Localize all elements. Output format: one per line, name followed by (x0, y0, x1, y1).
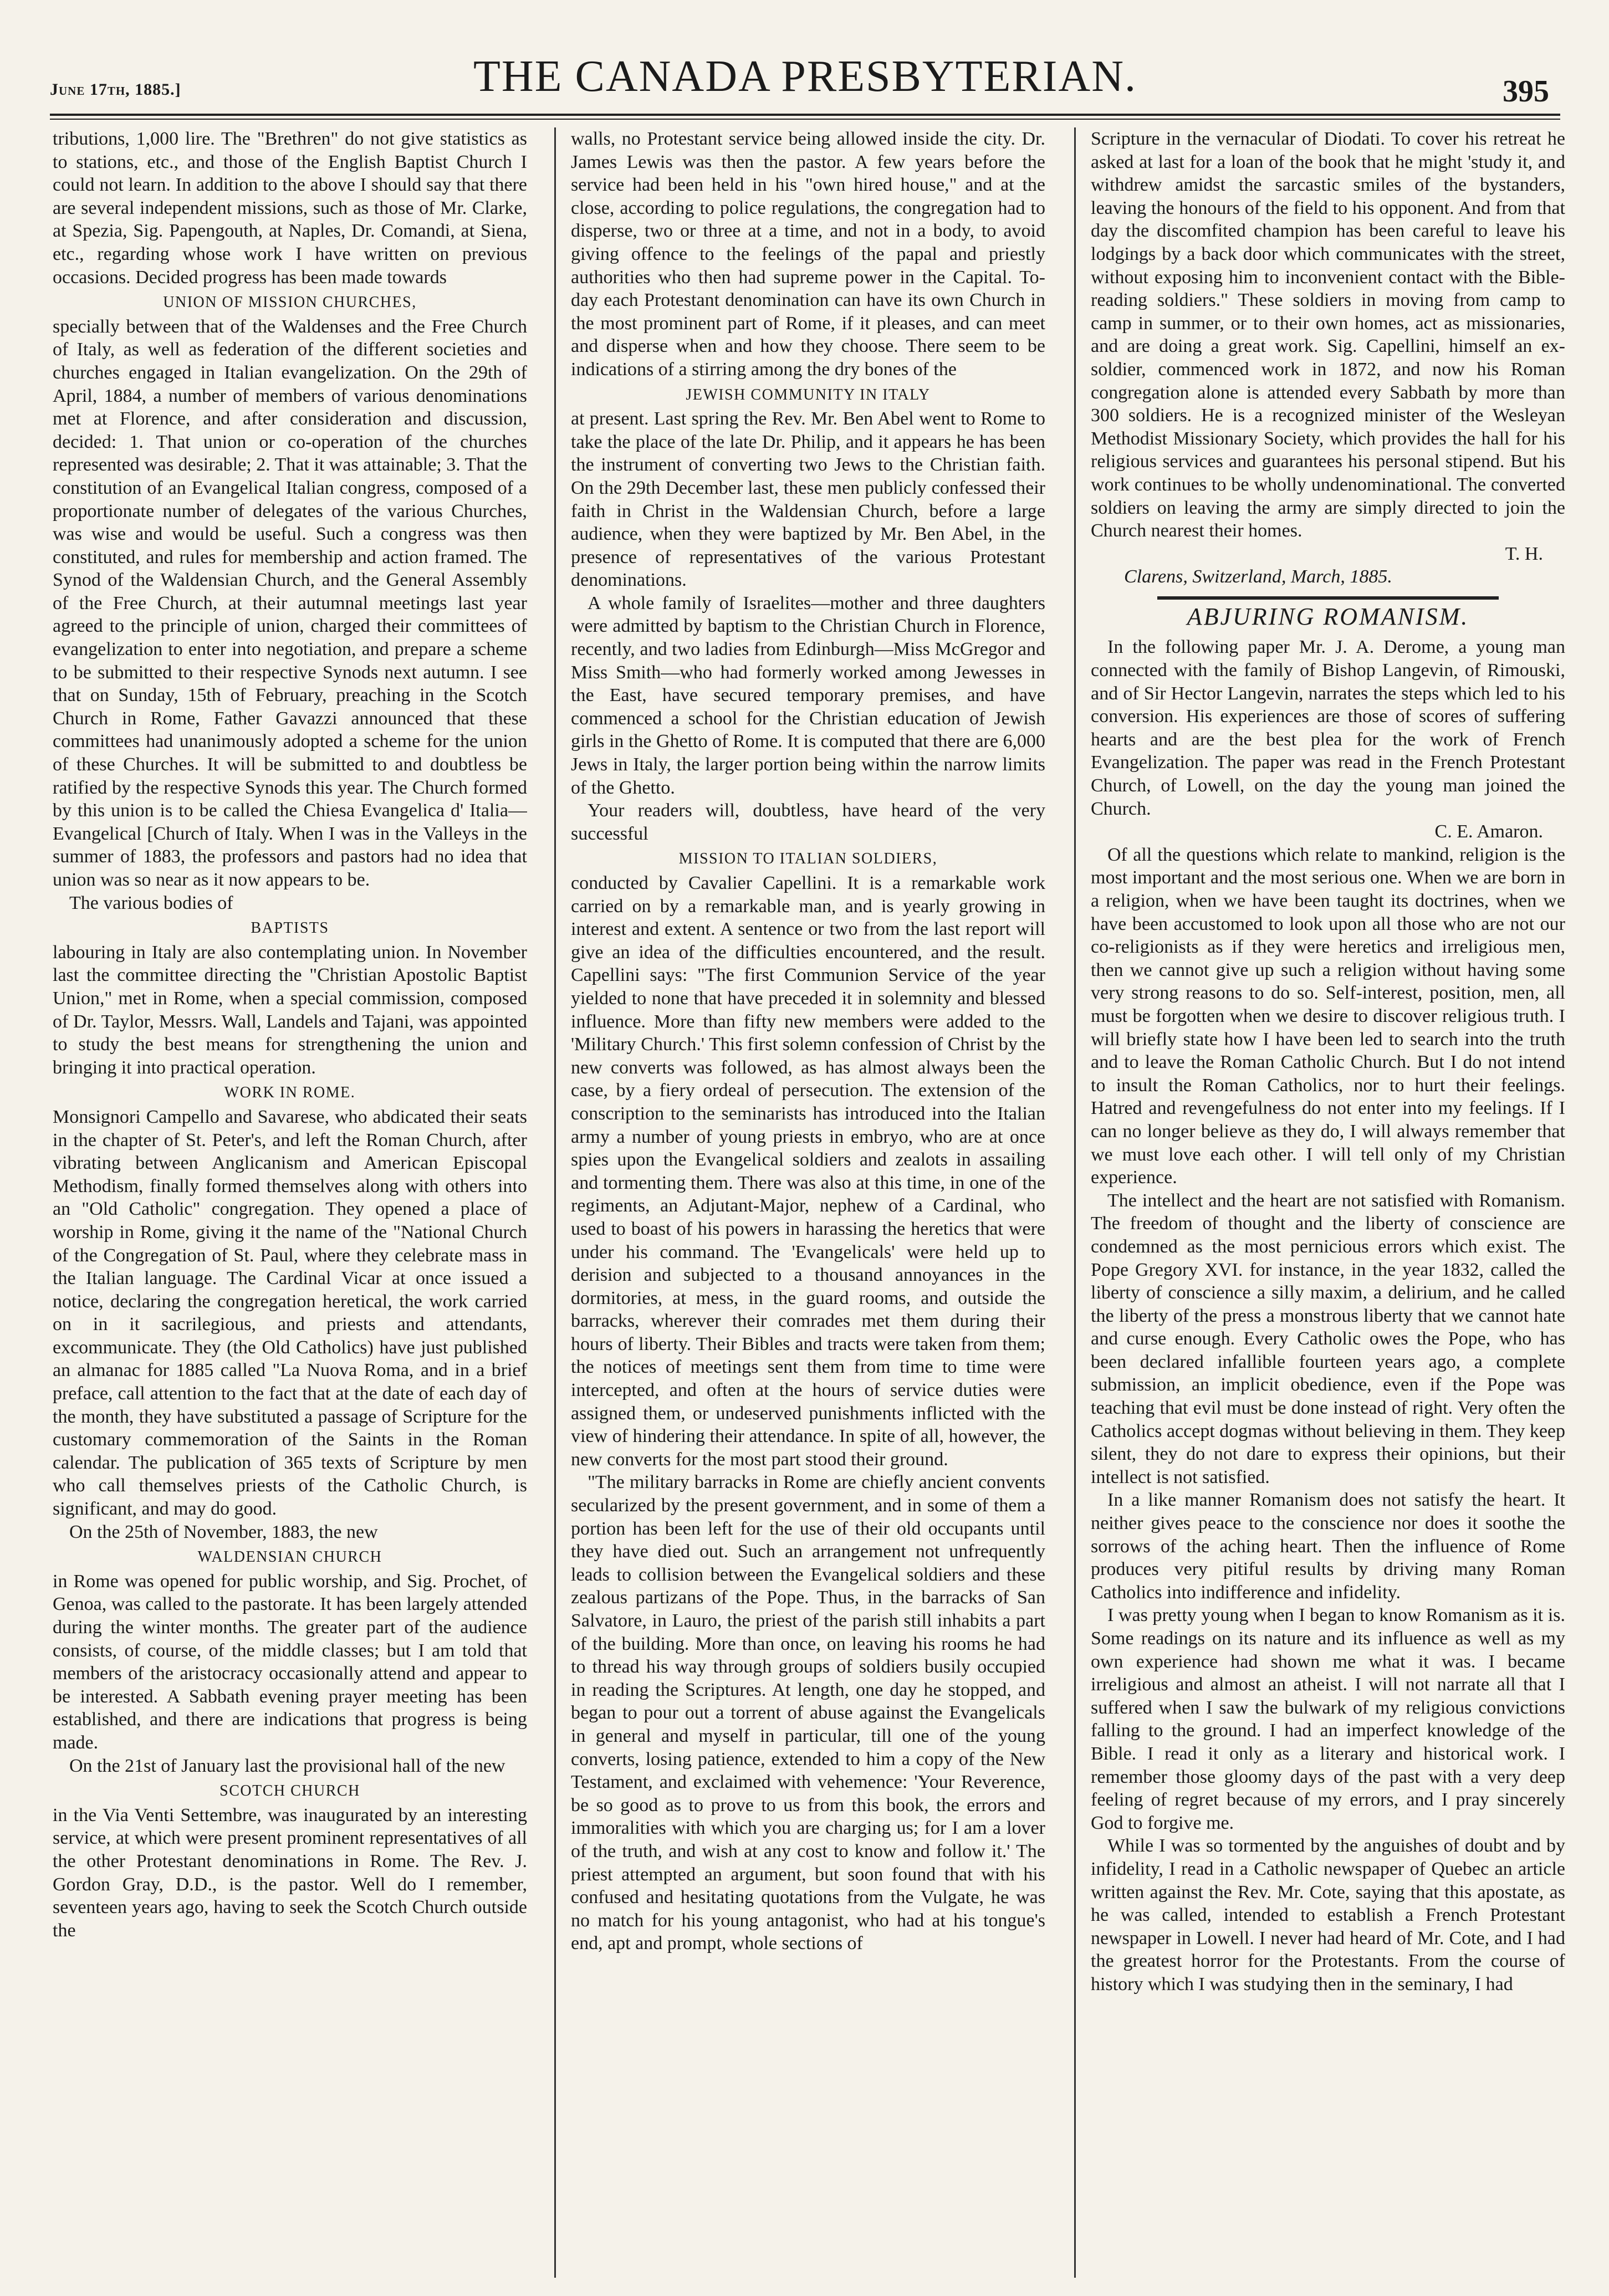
signature: C. E. Amaron. (1434, 821, 1543, 842)
paragraph: tributions, 1,000 lire. The "Brethren" do not give statistics as to stations, etc., and those of the English Baptist Church I could not learn. In addition to the above I should say that there are several independent missions, such as those of Mr. Clarke, at Spezia, Sig. Papengouth, at Naples, Dr. Comandi, at Siena, etc., regarding whose work I have written on previous occasions. Decided progress has been made towards (53, 129, 527, 288)
paragraph: "The military barracks in Rome are chiefly ancient convents secularized by the present government, and in some of them a portion has been left for the use of their old occupants until they have died out. Such an arrangement not unfrequently leads to collision between the Evangelical soldiers and these zealous partizans of the Pope. Thus, in the barracks of San Salvatore, in Lauro, the priest of the parish still inhabits a part of the building. More than once, on leaving his rooms he had to thread his way through groups of soldiers busily occupied in reading the Scriptures. At length, one day he stopped, and began to pour out a torrent of abuse against the Evangelicals in general and myself in particular, till one of the young converts, losing patience, extended to him a copy of the New Testament, and exclaimed with vehemence: 'Your Reverence, be so good as to prove to us from this book, the errors and immoralities with which you are charging us; for I am a lover of the truth, and wish at any cost to know and follow it.' The priest attempted an argument, but soon found that with his confused and hesitating quotations from the Vulgate, he was no match for his young antagonist, who had at his tongue's end, apt and prompt, whole sections of (571, 1472, 1045, 1954)
paragraph: labouring in Italy are also contemplating union. In November last the committee directing the "Christian Apostolic Baptist Union," met in Rome, when a special commission, composed of Dr. Taylor, Messrs. Wall, Landels and Tajani, was appointed to study the best means for strengthening the union and bringing it into practical operation. (53, 942, 527, 1078)
paragraph: In a like manner Romanism does not satisfy the heart. It neither gives peace to the conscience nor does it soothe the sorrows of the aching heart. Then the influence of Rome produces very pitiful results by driving many Roman Catholics into indifference and infidelity. (1091, 1490, 1565, 1603)
paragraph: in the Via Venti Settembre, was inaugurated by an interesting service, at which were present prominent representatives of all the other Protestant denominations in Rome. The Rev. J. Gordon Gray, D.D., is the pastor. Well do I remember, seventeen years ago, having to seek the Scotch Church outside the (53, 1804, 527, 1941)
article-separator (1157, 596, 1499, 600)
paragraph: While I was so tormented by the anguishes of doubt and by infidelity, I read in a Catholic newspaper of Quebec an article written against the Rev. Mr. Cote, saying that this apostate, as he was called, intended to establish a French Protestant newspaper in Lowell. I never had heard of Mr. Cote, and I had the greatest horror for the Protestants. From the course of history which I was studying then in the seminary, I had (1091, 1835, 1565, 1995)
section-heading: JEWISH COMMUNITY IN ITALY (686, 386, 931, 403)
section-heading: UNION OF MISSION CHURCHES, (163, 294, 417, 311)
column-2 (571, 127, 1045, 2278)
paragraph: Monsignori Campello and Savarese, who abdicated their seats in the chapter of St. Peter's, and left the Roman Church, after vibrating between Anglicanism and American Episcopal Methodism, finally formed themselves along with others into an "Old Catholic" congregation. They opened a place of worship in Rome, giving it the name of the "National Church of the Congregation of St. Paul, where they celebrate mass in the Italian language. The Cardinal Vicar at once issued a notice, declaring the congregation heretical, the work carried on in it sacrilegious, and priests and attendants, excommunicate. They (the Old Catholics) have just published an almanac for 1885 called "La Nuova Roma, and in a brief preface, call attention to the fact that at the date of each day of the month, they have substituted a passage of Scripture for the customary commemoration of the Saints in the Roman calendar. The publication of 365 texts of Scripture by men who call themselves priests of the Catholic Church, is significant, and may do good. (53, 1106, 527, 1520)
newspaper-title: THE CANADA PRESBYTERIAN. (473, 52, 1137, 101)
paragraph: walls, no Protestant service being allowed inside the city. Dr. James Lewis was then the pastor. A few years before the service had been held in his "own hired house," and at the close, according to police regulations, the congregation had to disperse, two or three at a time, and not in a body, to avoid giving offence to the feelings of the papal and priestly authorities who then had supreme power in the Capital. To-day each Protestant denomination can have its own Church in the most prominent part of Rome, if it pleases, and can meet and disperse when and how they choose. There seem to be indications of a stirring among the dry bones of the (571, 129, 1045, 380)
paragraph: On the 25th of November, 1883, the new (69, 1521, 378, 1542)
issue-date: June 17th, 1885.] (50, 80, 181, 99)
paragraph: Of all the questions which relate to mankind, religion is the most important and the most serious one. When we are born in a religion, when we have been taught its doctrines, when we have been accustomed to look upon all those who are not our co-religionists as if they were heretics and irreligious men, then we cannot give up such a religion without having some very strong reasons to do so. Self-interest, position, men, all must be forgotten when we desire to discover religious truth. I will briefly state how I have been led to search into the truth and to leave the Roman Catholic Church. But I do not intend to insult the Roman Catholics, nor to hurt their feelings. Hatred and revengefulness do not enter into my feelings. If I can no longer believe as they do, I will always remember that we must love each other. I will tell only of my Christian experience. (1091, 844, 1565, 1188)
masthead-rule-thin (50, 119, 1560, 120)
paragraph: at present. Last spring the Rev. Mr. Ben Abel went to Rome to take the place of the late Dr. Philip, and it appears he has been the instrument of converting two Jews to the Christian faith. On the 29th December last, these men publicly confessed their faith in Christ in the Waldensian Church, before a large audience, when they were baptized by Mr. Ben Abel, in the presence of representatives of the various Protestant denominations. (571, 408, 1045, 591)
dateline: Clarens, Switzerland, March, 1885. (1124, 566, 1392, 587)
column-divider (554, 127, 556, 2278)
column-divider (1074, 127, 1076, 2278)
paragraph: specially between that of the Waldenses and the Free Church of Italy, as well as federation of the different societies and churches engaged in Italian evangelization. On the 29th of April, 1884, a number of members of various denominations met at Florence, and after consideration and discussion, decided: 1. That union or co-operation of the churches represented was desirable; 2. That it was attainable; 3. That the constitution of an Evangelical Italian congress, composed of a proportionate number of delegates of the various Churches, was wise and would be useful. Such a congress was then constituted, and rules for membership and action framed. The Synod of the Waldensian Church, and the General Assembly of the Free Church, at their autumnal meetings last year agreed to the principle of union, charged their committees of evangelization to enter into negotiation, and prepare a scheme to be submitted to their respective Synods next autumn. I see that on Sunday, 15th of February, preaching in the Scotch Church in Rome, Father Gavazzi announced that these committees had unanimously adopted a scheme for the union of these Churches. It will be submitted to and doubtless be ratified by the respective Synods this year. The Church formed by this union is to be called the Chiesa Evangelica d' Italia—Evangelical [Church of Italy. When I was in the Valleys in the summer of 1883, the professors and pastors had no idea that union was so near as it now appears to be. (53, 316, 527, 890)
paragraph: in Rome was opened for public worship, and Sig. Prochet, of Genoa, was called to the pastorate. It has been largely attended during the winter months. The greater part of the audience consists, of course, of the middle classes; but I am told that members of the aristocracy occasionally attend and appear to be interested. A Sabbath evening prayer meeting has been established, and there are indications that progress is being made. (53, 1571, 527, 1753)
paragraph: In the following paper Mr. J. A. Derome, a young man connected with the family of Bishop Langevin, of Rimouski, and of Sir Hector Langevin, narrates the steps which led to his conversion. His experiences are those of scores of suffering hearts and are the best plea for the work of French Evangelization. The paper was read in the French Protestant Church, of Lowell, on the day the young man joined the Church. (1091, 637, 1565, 819)
paragraph: The intellect and the heart are not satisfied with Romanism. The freedom of thought and the liberty of conscience are condemned as the most pernicious errors which exist. The Pope Gregory XVI. for instance, in the year 1832, called the liberty of conscience a silly maxim, a delirium, and he called the liberty of the press a monstrous liberty that we cannot hate and curse enough. Every Catholic owes the Pope, who has been declared infallible fourteen years ago, a complete submission, an implicit obedience, even if the Pope was teaching that evil must be done instead of right. Very often the Catholics accept dogmas without believing in them. They keep silent, they do not dare to express their opinions, but their intellect is not satisfied. (1091, 1190, 1565, 1487)
paragraph: On the 21st of January last the provisional hall of the new (69, 1755, 505, 1776)
paragraph: conducted by Cavalier Capellini. It is a remarkable work carried on by a remarkable man, and is yearly growing in interest and extent. A sentence or two from the last report will give an idea of the difficulties encountered, and the result. Capellini says: "The first Communion Service of the year yielded to none that have preceded it in solemnity and blessed influence. More than fifty new members were added to the 'Military Church.' This first solemn confession of Christ by the new converts was followed, as has almost always been the case, by a fiery ordeal of persecution. The extension of the conscription to the seminarists has introduced into the Italian army a number of young priests in embryo, who are at once spies upon the Evangelical soldiers and zealots in assailing and tormenting them. There was also at this time, in one of the regiments, an Adjutant-Major, nephew of a Cardinal, who used to boast of his powers in harassing the heretics that were under his command. The 'Evangelicals' were held up to derision and subjected to a thousand annoyances in the dormitories, at mess, in the guard rooms, and outside the barracks, wherever their comrades met them during their hours of liberty. Their Bibles and tracts were taken from them; the notices of meetings sent them from time to time were intercepted, and often at the hours of service duties were assigned them, or undeserved punishments inflicted with the view of hindering their attendance. In spite of all, however, the new converts for the most part stood their ground. (571, 873, 1045, 1470)
section-heading: WALDENSIAN CHURCH (197, 1548, 382, 1566)
paragraph: The various bodies of (69, 892, 233, 913)
section-heading: WORK IN ROME. (224, 1084, 356, 1102)
signature: T. H. (1505, 543, 1543, 564)
paragraph: Your readers will, doubtless, have heard of the very successful (571, 800, 1045, 844)
column-1 (53, 127, 527, 2278)
article-title: ABJURING ROMANISM. (1187, 602, 1469, 630)
page-number: 395 (1503, 74, 1549, 109)
masthead-rule (50, 114, 1560, 116)
paragraph: Scripture in the vernacular of Diodati. To cover his retreat he asked at last for a loan of the book that he might 'study it, and withdrew amidst the sarcastic smiles of the bystanders, leaving the honours of the field to his opponent. And from that day the discomfited champion has been careful to leave his lodgings by a back door which communicates with the street, without exposing him to inconvenient contact with the Bible-reading soldiers." These soldiers in moving from camp to camp in summer, or to their own homes, act as missionaries, and are doing a great work. Sig. Capellini, himself an ex-soldier, commenced work in 1872, and now his Roman congregation alone is attended every Sabbath by more than 300 soldiers. He is a recognized minister of the Wesleyan Methodist Missionary Society, which provides the hall for his religious services and guarantees his personal stipend. But his work continues to be wholly undenominational. The converted soldiers on leaving the army are simply directed to join the Church nearest their homes. (1091, 129, 1565, 541)
section-heading: SCOTCH CHURCH (219, 1782, 360, 1800)
section-heading: MISSION TO ITALIAN SOLDIERS, (678, 850, 938, 868)
column-3 (1091, 127, 1565, 2278)
paragraph: I was pretty young when I began to know Romanism as it is. Some readings on its nature and its influence as well as my own experience had shown me what it was. I became irreligious and almost an atheist. I will not narrate all that I suffered when I saw the bulwark of my religious convictions falling to the ground. I had an imperfect knowledge of the Bible. I read it only as a literary and historical work. I remember those gloomy days of the past with a very deep feeling of regret because of my errors, and I pray sincerely God to forgive me. (1091, 1605, 1565, 1833)
masthead (50, 47, 1560, 114)
paragraph: A whole family of Israelites—mother and three daughters were admitted by baptism to the Christian Church in Florence, recently, and two ladies from Edinburgh—Miss McGregor and Miss Smith—who had formerly worked among Jewesses in the East, have secured temporary premises, and have commenced a school for the Christian education of Jewish girls in the Ghetto of Rome. It is computed that there are 6,000 Jews in Italy, the larger portion being within the narrow limits of the Ghetto. (571, 592, 1045, 798)
section-heading: BAPTISTS (251, 919, 329, 937)
